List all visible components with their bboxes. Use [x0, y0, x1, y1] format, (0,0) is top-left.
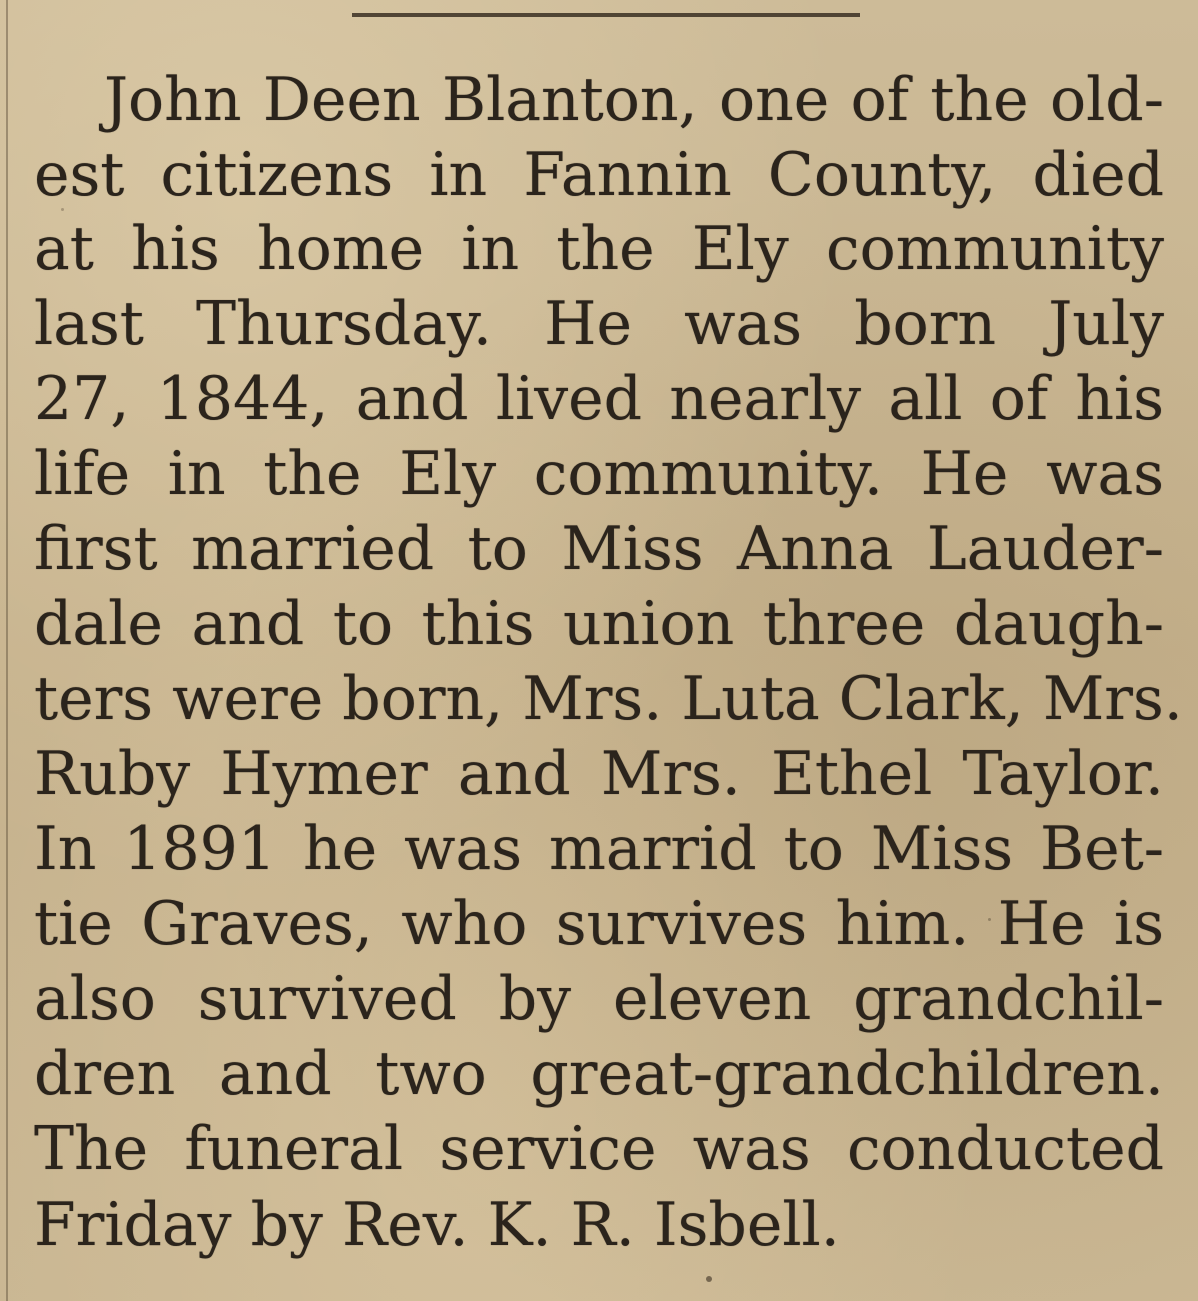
- article-line: life in the Ely community. He was: [34, 439, 1164, 509]
- article-line: Ruby Hymer and Mrs. Ethel Taylor.: [34, 739, 1164, 809]
- article-line: The funeral service was conducted: [34, 1114, 1164, 1184]
- article-line: first married to Miss Anna Lauder-: [34, 514, 1164, 584]
- article-line: at his home in the Ely community: [34, 214, 1164, 284]
- article-line: last Thursday. He was born July: [34, 289, 1164, 359]
- article-line: dren and two great-grandchildren.: [34, 1039, 1164, 1109]
- article-line: est citizens in Fannin County, died: [34, 140, 1164, 210]
- article-line: ters were born, Mrs. Luta Clark, Mrs.: [34, 664, 1183, 734]
- article-line: also survived by eleven grandchil-: [34, 964, 1164, 1034]
- article-line: Friday by Rev. K. R. Isbell.: [34, 1190, 840, 1260]
- article-line: 27, 1844, and lived nearly all of his: [34, 364, 1164, 434]
- column-rule: [6, 0, 8, 1301]
- print-speck: [706, 1276, 712, 1282]
- header-rule: [352, 13, 860, 17]
- print-speck: [61, 208, 64, 211]
- article-line: tie Graves, who survives him. He is: [34, 889, 1164, 959]
- article-line: In 1891 he was marrid to Miss Bet-: [34, 814, 1164, 884]
- article-line: dale and to this union three daugh-: [34, 589, 1164, 659]
- print-speck: [988, 918, 991, 921]
- article-line: John Deen Blanton, one of the old-: [104, 65, 1164, 135]
